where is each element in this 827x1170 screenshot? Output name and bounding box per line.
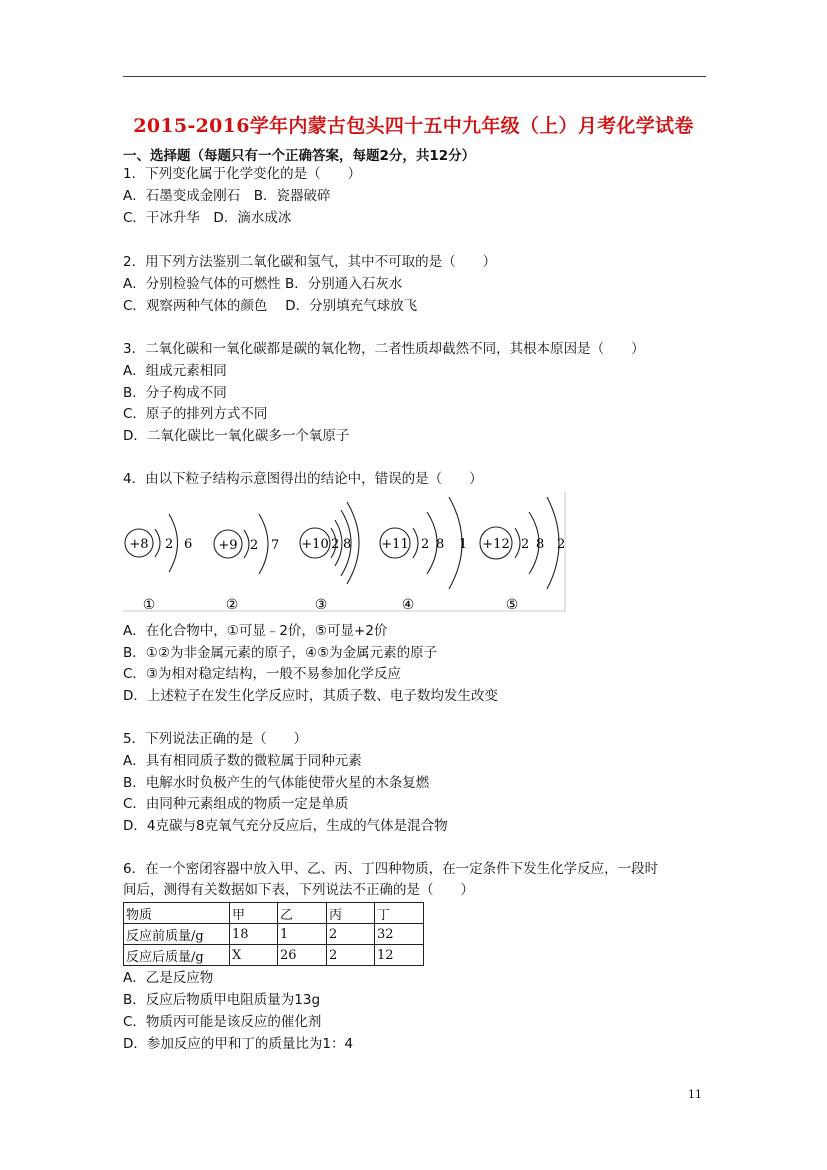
- question-4-option: C．③为相对稳定结构，一般不易参加化学反应: [123, 666, 402, 682]
- question-3-stem: 3．二氧化碳和一氧化碳都是碳的氧化物，二者性质却截然不同，其根本原因是（ ）: [123, 341, 645, 357]
- atom-1-label: ①: [142, 597, 156, 613]
- atom-2-nucleus: +9: [218, 538, 238, 553]
- table-cell: 丙: [327, 903, 375, 924]
- atom-3-shell-1: 2: [331, 537, 340, 552]
- table-cell: X: [230, 945, 278, 966]
- atom-3-nucleus: +10: [301, 537, 329, 552]
- mass-data-table: [123, 902, 424, 966]
- table-cell: 反应后质量/g: [124, 945, 230, 966]
- question-6-option: A．乙是反应物: [123, 970, 214, 986]
- page-title: 2015-2016学年内蒙古包头四十五中九年级（上）月考化学试卷: [133, 115, 694, 137]
- question-2-option: C．观察两种气体的颜色 D．分别填充气球放飞: [123, 298, 418, 314]
- question-2-option: A．分别检验气体的可燃性 B．分别通入石灰水: [123, 276, 403, 292]
- atom-2-label: ②: [225, 597, 239, 613]
- table-cell: 1: [278, 924, 327, 945]
- atom-2-shell-1: 2: [250, 538, 259, 553]
- atom-2-shell-2: 7: [271, 538, 280, 553]
- atom-4-shell-1: 2: [421, 537, 430, 552]
- table-row: [124, 924, 424, 945]
- question-1-stem: 1．下列变化属于化学变化的是（ ）: [123, 166, 362, 182]
- atom-5-shell-2: 8: [536, 537, 545, 552]
- atom-4-label: ④: [401, 597, 415, 613]
- question-5-option: C．由同种元素组成的物质一定是单质: [123, 796, 349, 812]
- atom-4-nucleus: +11: [381, 537, 409, 552]
- table-row: [124, 945, 424, 966]
- question-6-stem: 间后，测得有关数据如下表，下列说法不正确的是（ ）: [123, 882, 474, 898]
- table-row: [124, 903, 424, 924]
- atom-1-shell-2: 6: [184, 537, 193, 552]
- atom-5-nucleus: +12: [482, 537, 510, 552]
- table-cell: 物质: [124, 903, 230, 924]
- table-cell: 2: [327, 924, 375, 945]
- table-cell: 甲: [230, 903, 278, 924]
- question-4-option: A．在化合物中，①可显﹣2价，⑤可显+2价: [123, 623, 388, 639]
- section-heading: 一、选择题（每题只有一个正确答案，每题2分，共12分）: [123, 148, 476, 164]
- atom-5-shell-1: 2: [521, 537, 530, 552]
- page-number: 11: [688, 1088, 702, 1101]
- atom-4-shell-2: 8: [436, 537, 445, 552]
- question-3-option: C．原子的排列方式不同: [123, 406, 268, 422]
- atomic-structure-diagram: [123, 492, 566, 614]
- table-cell: 反应前质量/g: [124, 924, 230, 945]
- table-cell: 2: [327, 945, 375, 966]
- table-cell: 26: [278, 945, 327, 966]
- question-5-stem: 5．下列说法正确的是（ ）: [123, 731, 308, 747]
- question-3-option: A．组成元素相同: [123, 363, 227, 379]
- question-4-option: D．上述粒子在发生化学反应时，其质子数、电子数均发生改变: [123, 688, 498, 704]
- question-6-option: B．反应后物质甲电阻质量为13g: [123, 992, 321, 1008]
- header-rule: [123, 76, 706, 77]
- question-6-option: C．物质丙可能是该反应的催化剂: [123, 1014, 322, 1030]
- atom-3-label: ③: [314, 597, 328, 613]
- atom-1-nucleus: +8: [129, 537, 149, 552]
- atom-4-shell-3: 1: [459, 537, 468, 552]
- question-4-option: B．①②为非金属元素的原子，④⑤为金属元素的原子: [123, 645, 438, 661]
- atom-1-shell-1: 2: [165, 537, 174, 552]
- question-5-option: D．4克碳与8克氧气充分反应后，生成的气体是混合物: [123, 818, 448, 834]
- question-3-option: D．二氧化碳比一氧化碳多一个氧原子: [123, 428, 350, 444]
- question-3-option: B．分子构成不同: [123, 385, 227, 401]
- table-cell: 12: [375, 945, 424, 966]
- atom-3-shell-2: 8: [343, 537, 352, 552]
- table-cell: 丁: [375, 903, 424, 924]
- table-cell: 18: [230, 924, 278, 945]
- table-cell: 32: [375, 924, 424, 945]
- question-6-stem: 6．在一个密闭容器中放入甲、乙、丙、丁四种物质，在一定条件下发生化学反应，一段时: [123, 861, 659, 877]
- question-2-stem: 2．用下列方法鉴别二氧化碳和氢气，其中不可取的是（ ）: [123, 254, 497, 270]
- question-1-option: C．干冰升华 D．滴水成冰: [123, 210, 292, 226]
- question-5-option: A．具有相同质子数的微粒属于同种元素: [123, 753, 362, 769]
- question-4-stem: 4．由以下粒子结构示意图得出的结论中，错误的是（ ）: [123, 471, 483, 487]
- table-cell: 乙: [278, 903, 327, 924]
- question-6-option: D．参加反应的甲和丁的质量比为1：4: [123, 1036, 354, 1052]
- question-1-option: A．石墨变成金刚石 B．瓷器破碎: [123, 188, 331, 204]
- atom-5-shell-3: 2: [557, 537, 566, 552]
- atom-5-label: ⑤: [505, 597, 519, 613]
- question-5-option: B．电解水时负极产生的气体能使带火星的木条复燃: [123, 775, 430, 791]
